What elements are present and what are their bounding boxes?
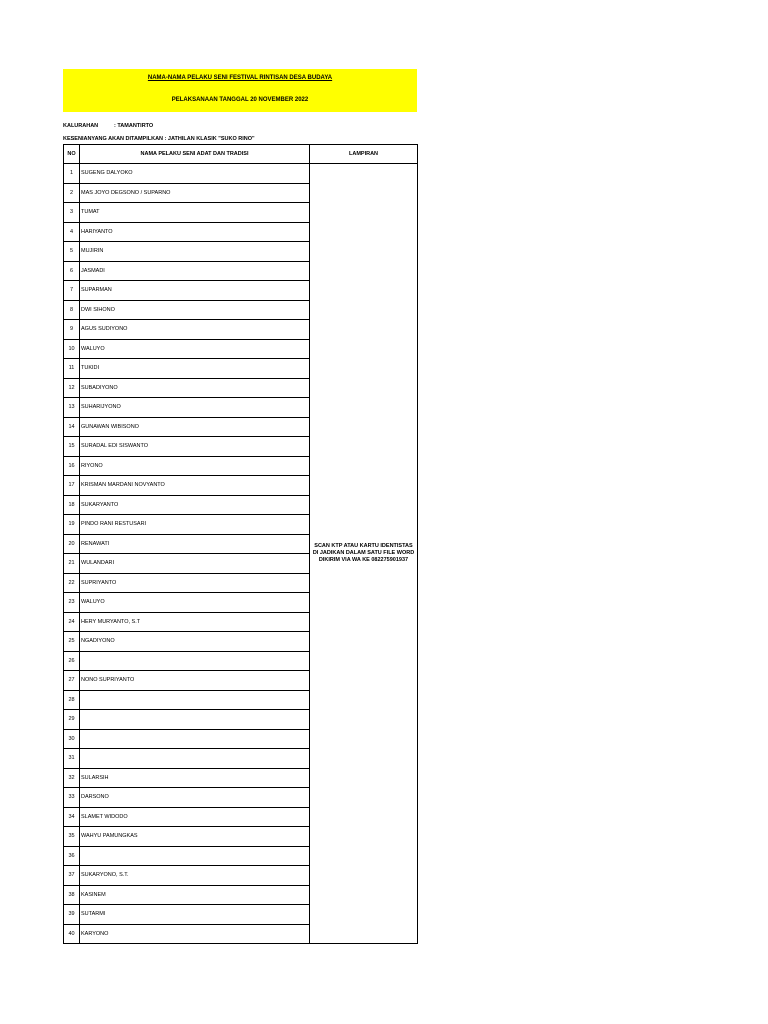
participant-name: DARSONO — [80, 788, 310, 808]
participant-name: SLAMET WIDODO — [80, 807, 310, 827]
row-number: 18 — [64, 495, 80, 515]
row-number: 33 — [64, 788, 80, 808]
participant-name — [80, 729, 310, 749]
participant-name: HERY MURYANTO, S.T — [80, 612, 310, 632]
row-number: 24 — [64, 612, 80, 632]
row-number: 4 — [64, 222, 80, 242]
row-number: 30 — [64, 729, 80, 749]
row-number: 6 — [64, 261, 80, 281]
participant-name: MUJIRIN — [80, 242, 310, 262]
header-attachment: LAMPIRAN — [310, 145, 418, 164]
participant-name: RENAWATI — [80, 534, 310, 554]
participant-name — [80, 749, 310, 769]
participant-name: SUHARIJYONO — [80, 398, 310, 418]
row-number: 23 — [64, 593, 80, 613]
participant-name: SULARSIH — [80, 768, 310, 788]
participant-name — [80, 710, 310, 730]
document-subtitle: PELAKSANAAN TANGGAL 20 NOVEMBER 2022 — [171, 97, 309, 103]
participant-name: SUTARMI — [80, 905, 310, 925]
row-number: 21 — [64, 554, 80, 574]
participant-name — [80, 846, 310, 866]
participant-name: SUKARYANTO — [80, 495, 310, 515]
row-number: 15 — [64, 437, 80, 457]
participants-table — [63, 144, 418, 944]
title-banner — [63, 69, 417, 112]
row-number: 9 — [64, 320, 80, 340]
participant-name: SUPARMAN — [80, 281, 310, 301]
row-number: 27 — [64, 671, 80, 691]
participant-name: TUMAT — [80, 203, 310, 223]
kalurahan-line — [63, 123, 153, 129]
participant-name: WAHYU PAMUNGKAS — [80, 827, 310, 847]
participant-name: MAS JOYO DEGSONO / SUPARNO — [80, 183, 310, 203]
participant-name: SUGENG DALYOKO — [80, 164, 310, 184]
row-number: 39 — [64, 905, 80, 925]
row-number: 8 — [64, 300, 80, 320]
row-number: 19 — [64, 515, 80, 535]
row-number: 29 — [64, 710, 80, 730]
participant-name: WULANDARI — [80, 554, 310, 574]
row-number: 11 — [64, 359, 80, 379]
participant-name: SURADAL EDI SISWANTO — [80, 437, 310, 457]
row-number: 12 — [64, 378, 80, 398]
row-number: 3 — [64, 203, 80, 223]
participant-name: NGADIYONO — [80, 632, 310, 652]
participant-name: HARIYANTO — [80, 222, 310, 242]
participant-name — [80, 651, 310, 671]
row-number: 13 — [64, 398, 80, 418]
header-no: NO — [64, 145, 80, 164]
participant-name: SUPRIYANTO — [80, 573, 310, 593]
kalurahan-value: : TAMANTIRTO — [114, 123, 154, 129]
attachment-note: SCAN KTP ATAU KARTU IDENTISTAS DI JADIKAN DALAM SATU FILE WORD DIKIRIM VIA WA KE 082275901937 — [310, 164, 418, 944]
row-number: 22 — [64, 573, 80, 593]
row-number: 17 — [64, 476, 80, 496]
participant-name: GUNAWAN WIBISONO — [80, 417, 310, 437]
table-row — [64, 164, 418, 184]
row-number: 25 — [64, 632, 80, 652]
participant-name — [80, 690, 310, 710]
row-number: 5 — [64, 242, 80, 262]
participant-name: KARYONO — [80, 924, 310, 944]
participant-name: SUBADIYONO — [80, 378, 310, 398]
participant-name: NONO SUPRIYANTO — [80, 671, 310, 691]
row-number: 35 — [64, 827, 80, 847]
document-title: NAMA-NAMA PELAKU SENI FESTIVAL RINTISAN DESA BUDAYA — [147, 75, 333, 81]
row-number: 40 — [64, 924, 80, 944]
row-number: 10 — [64, 339, 80, 359]
kesenian-line: KESENIANYANG AKAN DITAMPILKAN : JATHILAN KLASIK "SUKO RINO" — [63, 136, 255, 142]
participant-name: KASINEM — [80, 885, 310, 905]
row-number: 38 — [64, 885, 80, 905]
participant-name: TUKIDI — [80, 359, 310, 379]
participant-name: WALUYO — [80, 593, 310, 613]
row-number: 16 — [64, 456, 80, 476]
table-header-row — [64, 145, 418, 164]
participant-name: DWI SIHONO — [80, 300, 310, 320]
row-number: 20 — [64, 534, 80, 554]
table-body — [64, 164, 418, 944]
participant-name: WALUYO — [80, 339, 310, 359]
participant-name: AGUS SUDIYONO — [80, 320, 310, 340]
row-number: 1 — [64, 164, 80, 184]
participant-name: RIYONO — [80, 456, 310, 476]
row-number: 34 — [64, 807, 80, 827]
participant-name: JASMADI — [80, 261, 310, 281]
row-number: 2 — [64, 183, 80, 203]
row-number: 28 — [64, 690, 80, 710]
participant-name: KRISMAN MARDANI NOVYANTO — [80, 476, 310, 496]
row-number: 37 — [64, 866, 80, 886]
participant-name: SUKARYONO, S.T. — [80, 866, 310, 886]
row-number: 36 — [64, 846, 80, 866]
row-number: 14 — [64, 417, 80, 437]
participant-name: PINDO RANI RESTUSARI — [80, 515, 310, 535]
row-number: 26 — [64, 651, 80, 671]
row-number: 31 — [64, 749, 80, 769]
row-number: 32 — [64, 768, 80, 788]
row-number: 7 — [64, 281, 80, 301]
kalurahan-label: KALURAHAN — [63, 123, 99, 129]
header-name: NAMA PELAKU SENI ADAT DAN TRADISI — [80, 145, 310, 164]
